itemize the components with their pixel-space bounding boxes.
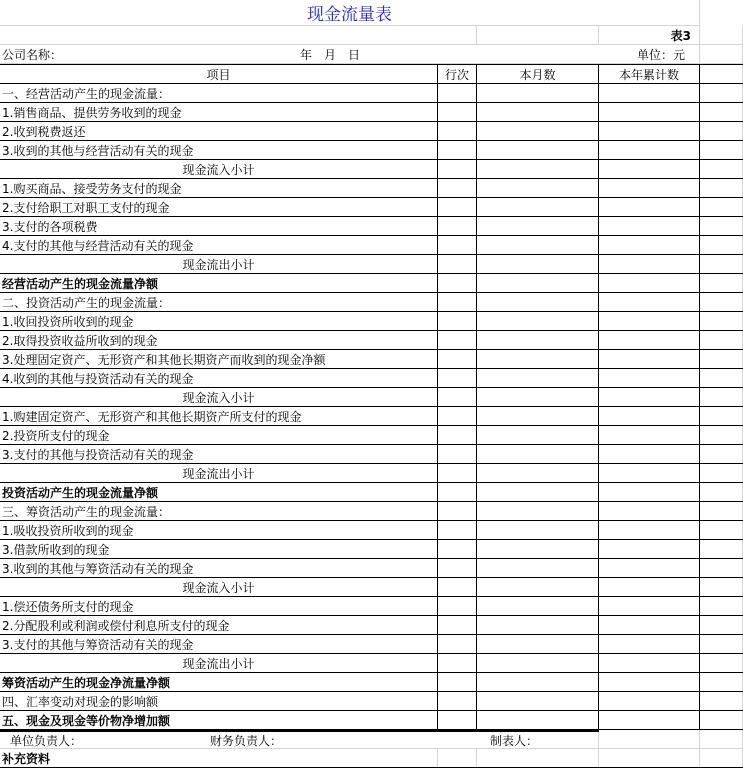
- row-year-to-date-cell[interactable]: [599, 464, 700, 482]
- preparer-label: 制表人：: [490, 732, 599, 748]
- row-label: 3.收到的其他与经营活动有关的现金: [0, 141, 438, 159]
- row-label: 经营活动产生的现金流量净额: [0, 274, 438, 292]
- grid-cell: [700, 122, 743, 140]
- grid-cell: [700, 464, 743, 482]
- row-label: 1.购建固定资产、无形资产和其他长期资产所支付的现金: [0, 407, 438, 425]
- row-line-no-cell[interactable]: [438, 122, 477, 140]
- row-line-no-cell[interactable]: [438, 521, 477, 539]
- row-this-month-cell[interactable]: [477, 502, 599, 520]
- grid-cell: [700, 141, 743, 159]
- row-this-month-cell[interactable]: [477, 407, 599, 425]
- table-row: [0, 84, 743, 103]
- row-year-to-date-cell[interactable]: [599, 445, 700, 463]
- row-line-no-cell[interactable]: [438, 502, 477, 520]
- row-year-to-date-cell[interactable]: [599, 654, 700, 672]
- row-this-month-cell[interactable]: [477, 122, 599, 140]
- row-label: 1.购买商品、接受劳务支付的现金: [0, 179, 438, 197]
- grid-cell: [700, 198, 743, 216]
- row-this-month-cell[interactable]: [477, 369, 599, 387]
- row-this-month-cell[interactable]: [477, 103, 599, 121]
- row-this-month-cell[interactable]: [477, 445, 599, 463]
- row-this-month-cell[interactable]: [477, 160, 599, 178]
- row-year-to-date-cell[interactable]: [599, 84, 700, 102]
- grid-cell: [700, 369, 743, 387]
- table-row: [0, 502, 743, 521]
- row-year-to-date-cell[interactable]: [599, 179, 700, 197]
- row-line-no-cell[interactable]: [438, 464, 477, 482]
- row-year-to-date-cell[interactable]: [599, 160, 700, 178]
- table-row: [0, 426, 743, 445]
- table-row: [0, 350, 743, 369]
- row-label: 2.收到税费返还: [0, 122, 438, 140]
- row-this-month-cell[interactable]: [477, 540, 599, 558]
- table-row: [0, 673, 743, 692]
- row-year-to-date-cell[interactable]: [599, 274, 700, 292]
- grid-cell: [700, 445, 743, 463]
- row-year-to-date-cell[interactable]: [599, 521, 700, 539]
- row-line-no-cell[interactable]: [438, 84, 477, 102]
- row-this-month-cell[interactable]: [477, 255, 599, 273]
- grid-cell: [700, 407, 743, 425]
- finance-head-label: 财务负责人：: [210, 733, 283, 748]
- row-line-no-cell[interactable]: [438, 312, 477, 330]
- grid-cell: [700, 654, 743, 672]
- grid-cell: [700, 578, 743, 596]
- row-label: 3.处理固定资产、无形资产和其他长期资产而收到的现金净额: [0, 350, 438, 368]
- row-this-month-cell[interactable]: [477, 84, 599, 102]
- table-row: [0, 540, 743, 559]
- table-row: [0, 711, 743, 730]
- company-label: 公司名称：: [2, 47, 63, 62]
- row-line-no-cell[interactable]: [438, 369, 477, 387]
- row-this-month-cell[interactable]: [477, 141, 599, 159]
- row-label: 3.借款所收到的现金: [0, 540, 438, 558]
- row-this-month-cell[interactable]: [477, 559, 599, 577]
- row-label: 现金流入小计: [0, 578, 438, 596]
- grid-cell: [700, 103, 743, 121]
- table-row: [0, 198, 743, 217]
- row-this-month-cell[interactable]: [477, 293, 599, 311]
- row-label: 现金流出小计: [0, 255, 438, 273]
- row-this-month-cell[interactable]: [477, 464, 599, 482]
- table-row: [0, 293, 743, 312]
- table-header: [0, 64, 743, 84]
- row-this-month-cell[interactable]: [477, 597, 599, 615]
- grid-cell: [700, 84, 743, 102]
- row-label: 现金流入小计: [0, 388, 438, 406]
- row-this-month-cell[interactable]: [477, 521, 599, 539]
- row-year-to-date-cell[interactable]: [599, 141, 700, 159]
- row-year-to-date-cell[interactable]: [599, 597, 700, 615]
- grid-cell: [700, 388, 743, 406]
- row-line-no-cell[interactable]: [438, 274, 477, 292]
- row-line-no-cell[interactable]: [438, 103, 477, 121]
- grid-cell: [700, 350, 743, 368]
- row-this-month-cell[interactable]: [477, 388, 599, 406]
- grid-cell: [700, 293, 743, 311]
- table-row: [0, 521, 743, 540]
- grid-cell: [700, 673, 743, 691]
- row-year-to-date-cell[interactable]: [599, 407, 700, 425]
- row-line-no-cell[interactable]: [438, 350, 477, 368]
- date-label: 年 月 日: [300, 47, 361, 62]
- row-this-month-cell[interactable]: [477, 236, 599, 254]
- row-line-no-cell[interactable]: [438, 255, 477, 273]
- table-row: [0, 464, 743, 483]
- row-line-no-cell[interactable]: [438, 407, 477, 425]
- row-line-no-cell[interactable]: [438, 540, 477, 558]
- row-line-no-cell[interactable]: [438, 711, 477, 729]
- table-row: [0, 407, 743, 426]
- row-year-to-date-cell[interactable]: [599, 616, 700, 634]
- row-label: 一、经营活动产生的现金流量：: [0, 84, 438, 102]
- header-line-no: 行次: [438, 65, 477, 83]
- table-row: [0, 312, 743, 331]
- header-year-to-date: 本年累计数: [599, 65, 700, 83]
- row-label: 2.取得投资收益所收到的现金: [0, 331, 438, 349]
- signature-row: [0, 730, 599, 749]
- row-year-to-date-cell[interactable]: [599, 198, 700, 216]
- row-label: 3.支付的其他与筹资活动有关的现金: [0, 635, 438, 653]
- row-line-no-cell[interactable]: [438, 198, 477, 216]
- row-year-to-date-cell[interactable]: [599, 103, 700, 121]
- row-line-no-cell[interactable]: [438, 236, 477, 254]
- row-year-to-date-cell[interactable]: [599, 388, 700, 406]
- table-row: [0, 217, 743, 236]
- row-this-month-cell[interactable]: [477, 673, 599, 691]
- row-this-month-cell[interactable]: [477, 616, 599, 634]
- row-line-no-cell[interactable]: [438, 160, 477, 178]
- row-year-to-date-cell[interactable]: [599, 350, 700, 368]
- row-year-to-date-cell[interactable]: [599, 369, 700, 387]
- table-row: [0, 388, 743, 407]
- row-label: 三、筹资活动产生的现金流量：: [0, 502, 438, 520]
- row-year-to-date-cell[interactable]: [599, 502, 700, 520]
- row-this-month-cell[interactable]: [477, 711, 599, 729]
- table-row: [0, 597, 743, 616]
- grid-cell: [700, 236, 743, 254]
- row-label: 现金流出小计: [0, 654, 438, 672]
- grid-cell: [700, 635, 743, 653]
- table-row: [0, 369, 743, 388]
- row-label: 4.支付的其他与经营活动有关的现金: [0, 236, 438, 254]
- row-label: 4.收到的其他与投资活动有关的现金: [0, 369, 438, 387]
- row-this-month-cell[interactable]: [477, 217, 599, 235]
- table-row: [0, 122, 743, 141]
- row-line-no-cell[interactable]: [438, 692, 477, 710]
- row-label: 1.收回投资所收到的现金: [0, 312, 438, 330]
- row-label: 现金流入小计: [0, 160, 438, 178]
- table-row: [0, 616, 743, 635]
- row-year-to-date-cell[interactable]: [599, 312, 700, 330]
- grid-cell: [700, 692, 743, 710]
- table-row: [0, 255, 743, 274]
- row-line-no-cell[interactable]: [438, 559, 477, 577]
- grid-cell: [700, 331, 743, 349]
- row-label: 五、现金及现金等价物净增加额: [0, 711, 438, 729]
- table-row: [0, 331, 743, 350]
- table-row: [0, 236, 743, 255]
- row-line-no-cell[interactable]: [438, 388, 477, 406]
- grid-cell: [700, 597, 743, 615]
- row-line-no-cell[interactable]: [438, 141, 477, 159]
- row-year-to-date-cell[interactable]: [599, 635, 700, 653]
- supplement-row: [0, 749, 743, 768]
- row-line-no-cell[interactable]: [438, 483, 477, 501]
- row-this-month-cell[interactable]: [477, 179, 599, 197]
- row-label: 筹资活动产生的现金净流量净额: [0, 673, 438, 691]
- row-line-no-cell[interactable]: [438, 673, 477, 691]
- row-label: 1.吸收投资所收到的现金: [0, 521, 438, 539]
- grid-cell: [700, 255, 743, 273]
- row-label: 2.分配股利或利润或偿付利息所支付的现金: [0, 616, 438, 634]
- header-item: 项目: [0, 65, 438, 83]
- row-label: 二、投资活动产生的现金流量：: [0, 293, 438, 311]
- row-label: 2.投资所支付的现金: [0, 426, 438, 444]
- table-row: [0, 445, 743, 464]
- row-line-no-cell[interactable]: [438, 635, 477, 653]
- row-line-no-cell[interactable]: [438, 179, 477, 197]
- row-label: 3.支付的其他与投资活动有关的现金: [0, 445, 438, 463]
- table-row: [0, 483, 743, 502]
- table-row: [0, 179, 743, 198]
- row-year-to-date-cell[interactable]: [599, 426, 700, 444]
- row-line-no-cell[interactable]: [438, 578, 477, 596]
- row-this-month-cell[interactable]: [477, 483, 599, 501]
- row-year-to-date-cell[interactable]: [599, 559, 700, 577]
- table-row: [0, 654, 743, 673]
- row-line-no-cell[interactable]: [438, 654, 477, 672]
- row-year-to-date-cell[interactable]: [599, 217, 700, 235]
- grid-cell: [700, 559, 743, 577]
- row-year-to-date-cell[interactable]: [599, 293, 700, 311]
- row-year-to-date-cell[interactable]: [599, 673, 700, 691]
- row-this-month-cell[interactable]: [477, 331, 599, 349]
- row-year-to-date-cell[interactable]: [599, 236, 700, 254]
- row-year-to-date-cell[interactable]: [599, 540, 700, 558]
- grid-cell: [700, 521, 743, 539]
- table-row: [0, 103, 743, 122]
- unit-head-label: 单位负责人：: [10, 733, 83, 748]
- table-row: [0, 160, 743, 179]
- row-line-no-cell[interactable]: [438, 597, 477, 615]
- header-this-month: 本月数: [477, 65, 599, 83]
- row-year-to-date-cell[interactable]: [599, 255, 700, 273]
- grid-cell: [700, 616, 743, 634]
- row-this-month-cell[interactable]: [477, 350, 599, 368]
- row-label: 1.销售商品、提供劳务收到的现金: [0, 103, 438, 121]
- row-label: 四、汇率变动对现金的影响额: [0, 692, 438, 710]
- row-year-to-date-cell[interactable]: [599, 711, 700, 729]
- row-label: 1.偿还债务所支付的现金: [0, 597, 438, 615]
- grid-cell: [700, 274, 743, 292]
- grid-cell: [700, 426, 743, 444]
- row-year-to-date-cell[interactable]: [599, 331, 700, 349]
- grid-cell: [700, 502, 743, 520]
- row-this-month-cell[interactable]: [477, 635, 599, 653]
- table-row: [0, 578, 743, 597]
- row-year-to-date-cell[interactable]: [599, 692, 700, 710]
- row-this-month-cell[interactable]: [477, 198, 599, 216]
- grid-cell: [700, 179, 743, 197]
- row-label: 2.支付给职工对职工支付的现金: [0, 198, 438, 216]
- table-row: [0, 274, 743, 293]
- table-row: [0, 559, 743, 578]
- grid-cell: [700, 483, 743, 501]
- grid-cell: [700, 312, 743, 330]
- row-line-no-cell[interactable]: [438, 217, 477, 235]
- row-line-no-cell[interactable]: [438, 616, 477, 634]
- table-number-row: [0, 26, 743, 45]
- row-label: 投资活动产生的现金流量净额: [0, 483, 438, 501]
- row-year-to-date-cell[interactable]: [599, 122, 700, 140]
- row-this-month-cell[interactable]: [477, 426, 599, 444]
- table-row: [0, 141, 743, 160]
- row-line-no-cell[interactable]: [438, 331, 477, 349]
- company-row: [0, 45, 743, 64]
- row-line-no-cell[interactable]: [438, 293, 477, 311]
- unit-label: 单位：元: [400, 45, 700, 63]
- table-row: [0, 635, 743, 654]
- row-this-month-cell[interactable]: [477, 274, 599, 292]
- row-this-month-cell[interactable]: [477, 312, 599, 330]
- row-this-month-cell[interactable]: [477, 578, 599, 596]
- row-this-month-cell[interactable]: [477, 692, 599, 710]
- grid-cell: [700, 217, 743, 235]
- row-line-no-cell[interactable]: [438, 426, 477, 444]
- grid-cell: [700, 160, 743, 178]
- row-year-to-date-cell[interactable]: [599, 483, 700, 501]
- row-label: 现金流出小计: [0, 464, 438, 482]
- row-label: 3.支付的各项税费: [0, 217, 438, 235]
- table-row: [0, 692, 743, 711]
- sheet-title: 现金流量表: [0, 0, 700, 26]
- table-number: 表3: [599, 26, 700, 44]
- grid-cell: [700, 711, 743, 729]
- grid-cell: [700, 540, 743, 558]
- row-label: 3.收到的其他与筹资活动有关的现金: [0, 559, 438, 577]
- row-year-to-date-cell[interactable]: [599, 578, 700, 596]
- supplement-label: 补充资料: [0, 749, 438, 767]
- row-line-no-cell[interactable]: [438, 445, 477, 463]
- row-this-month-cell[interactable]: [477, 654, 599, 672]
